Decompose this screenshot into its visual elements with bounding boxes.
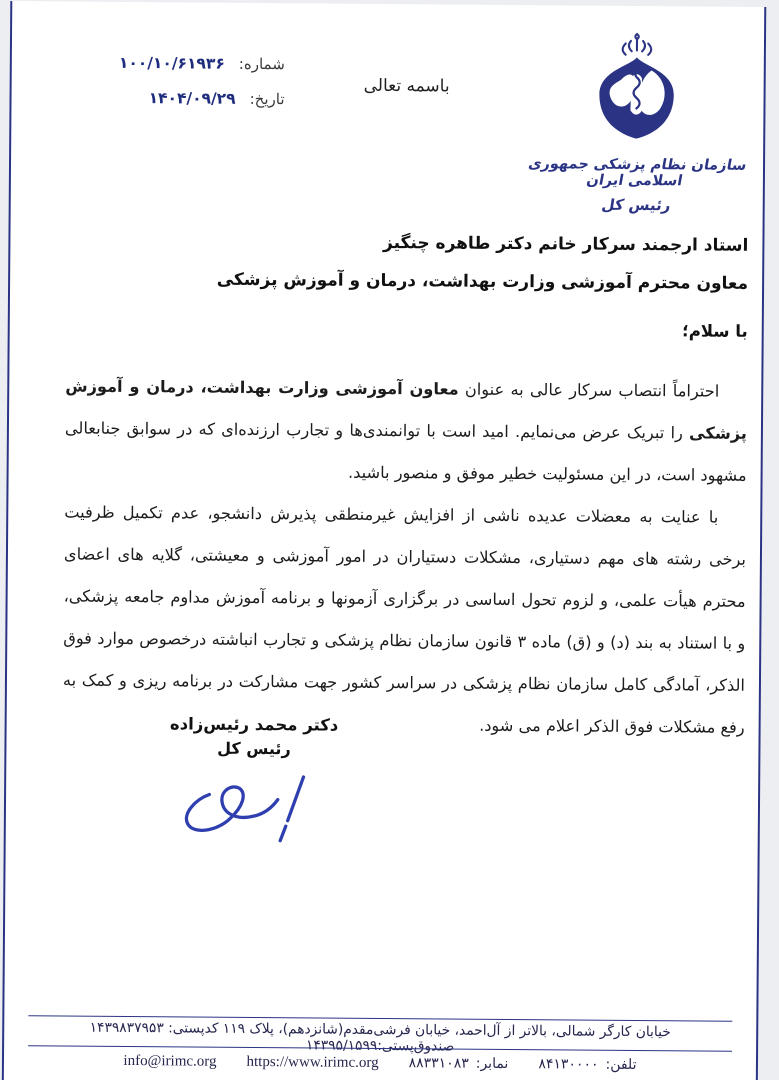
recipient-block [217, 223, 749, 303]
org-role: رئیس کل [599, 195, 672, 215]
fax-pair [409, 1055, 509, 1072]
basmala-text: باسمه تعالی [363, 75, 450, 97]
body-paragraph-1 [64, 366, 747, 497]
fax-value: ۸۸۳۳۱۰۸۳ [408, 1055, 469, 1072]
phone-pair [538, 1056, 636, 1073]
irimc-logo-icon [584, 28, 689, 157]
letter-meta [69, 54, 285, 126]
body-paragraph-2: با عنایت به معضلات عدیده ناشی از افزایش غیرمنطقی پذیرش دانشجو، عدم تکمیل ظرفیت برخی رشته های مهم دستیاری، مشکلات دستیاران در امور آموزشی و معیشتی، گلایه های اعضای محترم هیأت علمی، و لزوم تحول اساسی در برگزاری آزمونها و برنامه آموزش مداوم جامعه پزشکی، و با استناد به بند (د) و (ق) ماده ۳ قانون سازمان نظام پزشکی و تجارب انباشته درخصوص موارد فوق الذکر، آمادگی کامل سازمان نظام پزشکی در سراسر کشور جهت مشارکت در برنامه ریزی و کمک به رفع مشکلات فوق الذکر اعلام می شود. [62, 502, 747, 738]
date-value: ۱۴۰۴/۰۹/۲۹ [148, 89, 236, 108]
letter-page [2, 1, 767, 1080]
recipient-line1: استاد ارجمند سرکار خانم دکتر طاهره چنگیز [382, 232, 749, 256]
signature-scribble-icon [174, 761, 335, 846]
letter-date-row [69, 89, 284, 109]
phone-value: ۸۴۱۳۰۰۰۰ [538, 1056, 599, 1073]
signer-name: دکتر محمد رئیس‌زاده [169, 714, 339, 735]
fax-label: نمابر: [475, 1055, 509, 1072]
phone-label: تلفن: [605, 1056, 637, 1073]
email-text: info@irimc.org [123, 1052, 217, 1070]
number-value: ۱۰۰/۱۰/۶۱۹۳۶ [118, 53, 225, 73]
salutation: با سلام؛ [682, 321, 748, 341]
paragraph1-end: را تبریک عرض می‌نمایم. امید است با توانمندی‌ها و تجارب ارزنده‌ای که در سوابق جنابعالی مشهود است، در این مسئولیت خطیر موفق و منصور باشید. [64, 418, 747, 486]
paragraph1-start: احتراماً انتصاب سرکار عالی به عنوان [458, 379, 720, 401]
recipient-line2: معاون محترم آموزشی وزارت بهداشت، درمان و آموزش پزشکی [216, 269, 749, 294]
org-name: سازمان نظام پزشکی جمهوری اسلامی ایران [527, 156, 748, 190]
iran-emblem-icon [623, 34, 652, 55]
org-header [516, 27, 757, 215]
number-label: شماره: [238, 54, 285, 74]
letter-number-row [70, 54, 285, 74]
signature-block [146, 714, 362, 847]
website-text: https://www.irimc.org [246, 1053, 379, 1071]
paragraph1-bold-title: معاون آموزشی وزارت بهداشت، درمان و آموزش پزشکی [65, 376, 748, 444]
date-label: تاریخ: [249, 89, 285, 109]
signer-title: رئیس کل [217, 738, 291, 759]
footer-address: خیابان کارگر شمالی، بالاتر از آل‌احمد، خیابان فرشی‌مقدم(شانزدهم)، پلاک ۱۱۹ کدپستی: ۱۴۳۹۸۳۷۹۵۳ صندوق‌پستی:۱۴۳۹۵/۱۵۹۹ [89, 1019, 671, 1055]
